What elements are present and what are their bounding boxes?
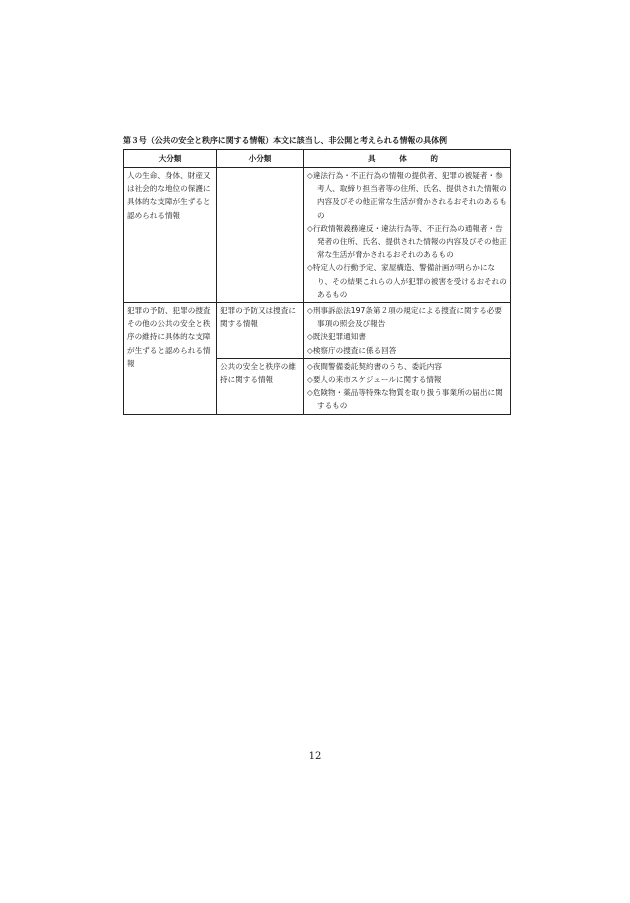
major-category-cell: 犯罪の予防、犯罪の捜査その他の公共の安全と秩序の維持に具体的な支障が生ずると認められる情報 [124, 303, 217, 415]
example-item: ◇違法行為・不正行為の情報の提供者、犯罪の被疑者・参考人、取締り担当者等の住所、氏名、提供された情報の内容及びその他正常な生活が脅かされるおそれのあるもの [307, 171, 507, 220]
example-item: ◇行政情報義務違反・違法行為等、不正行為の通報者・告発者の住所、氏名、提供された情報の内容及びその他正常な生活が脅かされるおそれのあるもの [307, 223, 507, 260]
table-row [124, 168, 511, 303]
table-header-row [124, 150, 511, 168]
info-examples-table [123, 149, 511, 415]
example-item: ◇要人の来市スケジュールに関する情報 [307, 375, 442, 385]
major-category-cell: 人の生命、身体、財産又は社会的な地位の保護に具体的な支障が生ずると認められる情報 [124, 168, 217, 303]
minor-category-cell: 犯罪の予防又は捜査に関する情報 [217, 303, 304, 359]
example-item: ◇夜間警備委託契約書のうち、委託内容 [307, 361, 442, 371]
example-item: ◇特定人の行動予定、家屋構造、警備計画が明らかになり、その結果これらの人が犯罪の被害を受けるおそれのあるもの [307, 263, 507, 299]
minor-category-cell: 公共の安全と秩序の維持に関する情報 [217, 358, 304, 414]
specific-examples-cell [304, 168, 511, 303]
table-caption: 第３号（公共の安全と秩序に関する情報）本文に該当し、非公開と考えられる情報の具体例 [123, 136, 447, 145]
specific-examples-cell [304, 303, 511, 359]
header-major-category: 大分類 [124, 150, 217, 168]
page-number: 12 [308, 751, 322, 762]
example-item: ◇危険物・薬品等特殊な物質を取り扱う事業所の届出に関するもの [307, 388, 503, 411]
header-specific-examples: 具 体 的 [304, 150, 511, 168]
example-item: ◇検察庁の捜査に係る回答 [307, 345, 397, 355]
example-item: ◇既決犯罪通知書 [307, 332, 366, 342]
example-item: ◇刑事訴訟法197条第２項の規定による捜査に関する必要事項の照会及び報告 [307, 306, 502, 329]
minor-category-cell [217, 168, 304, 303]
table-row [124, 303, 511, 359]
specific-examples-cell [304, 358, 511, 414]
header-minor-category: 小分類 [217, 150, 304, 168]
